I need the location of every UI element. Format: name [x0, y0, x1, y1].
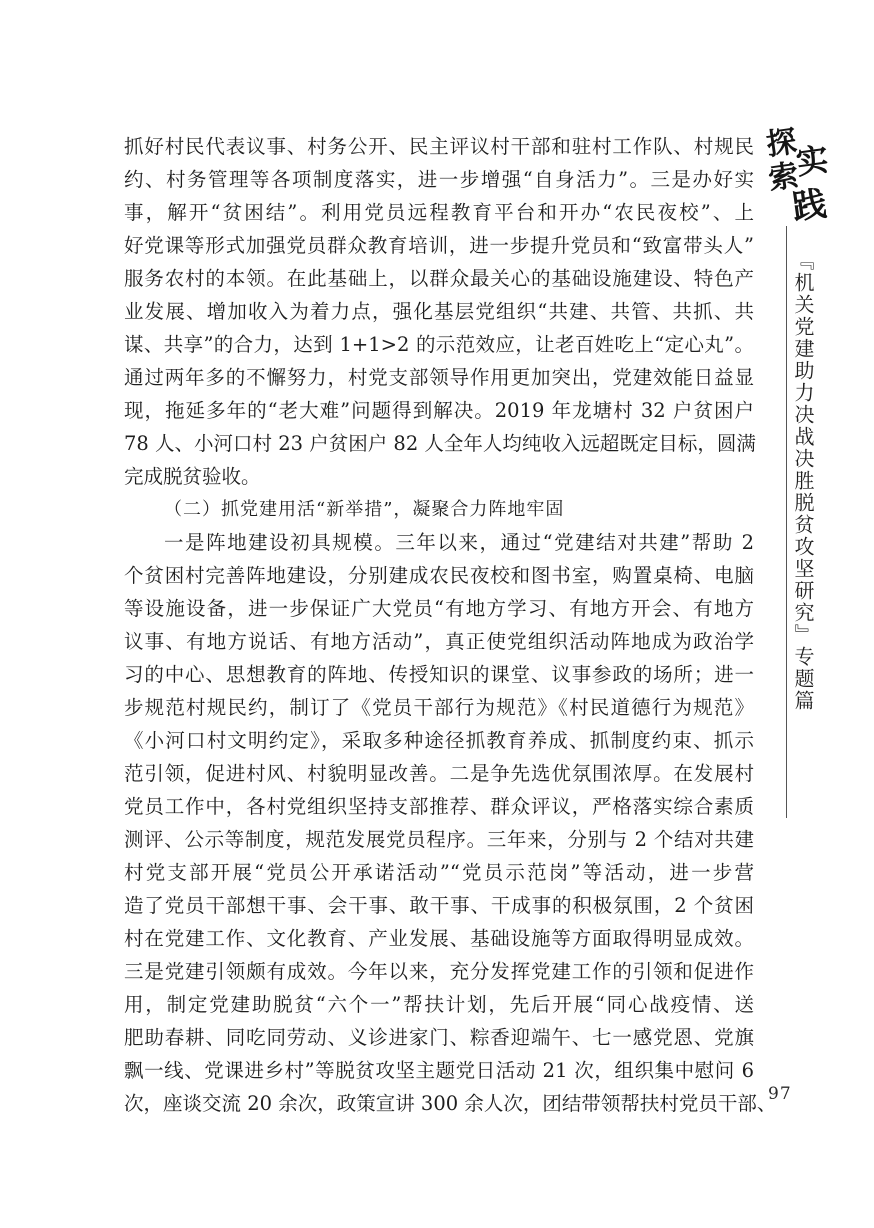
text-line: 村在党建工作、文化教育、产业发展、基础设施等方面取得明显成效。: [124, 927, 754, 950]
brand-char: 实: [793, 139, 831, 183]
text-line: 范引领，促进村风、村貌明显改善。二是争先选优氛围浓厚。在发展村: [124, 762, 754, 785]
text-line: 约、村务管理等各项制度落实，进一步增强“自身活力”。三是办好实: [124, 168, 754, 191]
chapter-sidebar: [764, 118, 831, 718]
section-title: 『机关党建助力决战决胜脱贫攻坚研究』专题篇: [791, 250, 815, 712]
text-line: 好党课等形式加强党员群众教育培训，进一步提升党员和“致富带头人”: [124, 234, 754, 257]
text-line: 党员工作中，各村党组织坚持支部推荐、群众评议，严格落实综合素质: [124, 795, 754, 818]
text-line: 肥助春耕、同吃同劳动、义诊进家门、粽香迎端午、七一感党恩、党旗: [124, 1026, 754, 1049]
text-line: 三是党建引领颇有成效。今年以来，充分发挥党建工作的引领和促进作: [124, 960, 754, 983]
text-line: 等设施设备，进一步保证广大党员“有地方学习、有地方开会、有地方: [124, 597, 754, 620]
paragraph-start-line: 一是阵地建设初具规模。三年以来，通过“党建结对共建”帮助 2: [164, 531, 754, 554]
text-line: 谋、共享”的合力，达到 1+1>2 的示范效应，让老百姓吃上“定心丸”。: [124, 333, 754, 356]
text-line: 习的中心、思想教育的阵地、传授知识的课堂、议事参政的场所；进一: [124, 663, 754, 686]
sidebar-divider: [786, 226, 787, 818]
brand-char: 索: [766, 158, 801, 197]
text-line: 用，制定党建助脱贫“六个一”帮扶计划，先后开展“同心战疫情、送: [124, 993, 754, 1016]
text-line: 通过两年多的不懈努力，村党支部领导作用更加突出，党建效能日益显: [124, 366, 754, 389]
text-line: 步规范村规民约，制订了《党员干部行为规范》《村民道德行为规范》: [124, 696, 754, 719]
brand-logo: [764, 118, 831, 229]
text-line: 次，座谈交流 20 余次，政策宣讲 300 余人次，团结带领帮扶村党员干部、: [124, 1092, 777, 1115]
text-line: 完成脱贫验收。: [124, 465, 261, 488]
text-line: 村党支部开展“党员公开承诺活动”“党员示范岗”等活动，进一步营: [124, 861, 754, 884]
text-line: 飘一线、党课进乡村”等脱贫攻坚主题党日活动 21 次，组织集中慰问 6: [124, 1059, 754, 1082]
brand-char: 探: [764, 124, 799, 163]
text-line: 现，拖延多年的“老大难”问题得到解决。2019 年龙塘村 32 户贫困户: [124, 399, 754, 422]
text-line: 《小河口村文明约定》，采取多种途径抓教育养成、抓制度约束、抓示: [124, 729, 754, 752]
text-line: 服务农村的本领。在此基础上，以群众最关心的基础设施建设、特色产: [124, 267, 754, 290]
text-line: 事，解开“贫困结”。利用党员远程教育平台和开办“农民夜校”、上: [124, 201, 754, 224]
text-line: 个贫困村完善阵地建设，分别建成农民夜校和图书室，购置桌椅、电脑: [124, 564, 754, 587]
brand-char: 践: [789, 183, 830, 229]
section-heading: （二）抓党建用活“新举措”，凝聚合力阵地牢固: [164, 499, 565, 520]
text-line: 测评、公示等制度，规范发展党员程序。三年来，分别与 2 个结对共建: [124, 828, 754, 851]
text-line: 造了党员干部想干事、会干事、敢干事、干成事的积极氛围，2 个贫困: [124, 894, 754, 917]
page-number: 97: [768, 1084, 792, 1104]
text-line: 业发展、增加收入为着力点，强化基层党组织“共建、共管、共抓、共: [124, 300, 754, 323]
text-line: 议事、有地方说话、有地方活动”，真正使党组织活动阵地成为政治学: [124, 630, 754, 653]
text-line: 抓好村民代表议事、村务公开、民主评议村干部和驻村工作队、村规民: [124, 135, 754, 158]
text-line: 78 人、小河口村 23 户贫困户 82 人全年人均纯收入远超既定目标，圆满: [124, 432, 756, 455]
